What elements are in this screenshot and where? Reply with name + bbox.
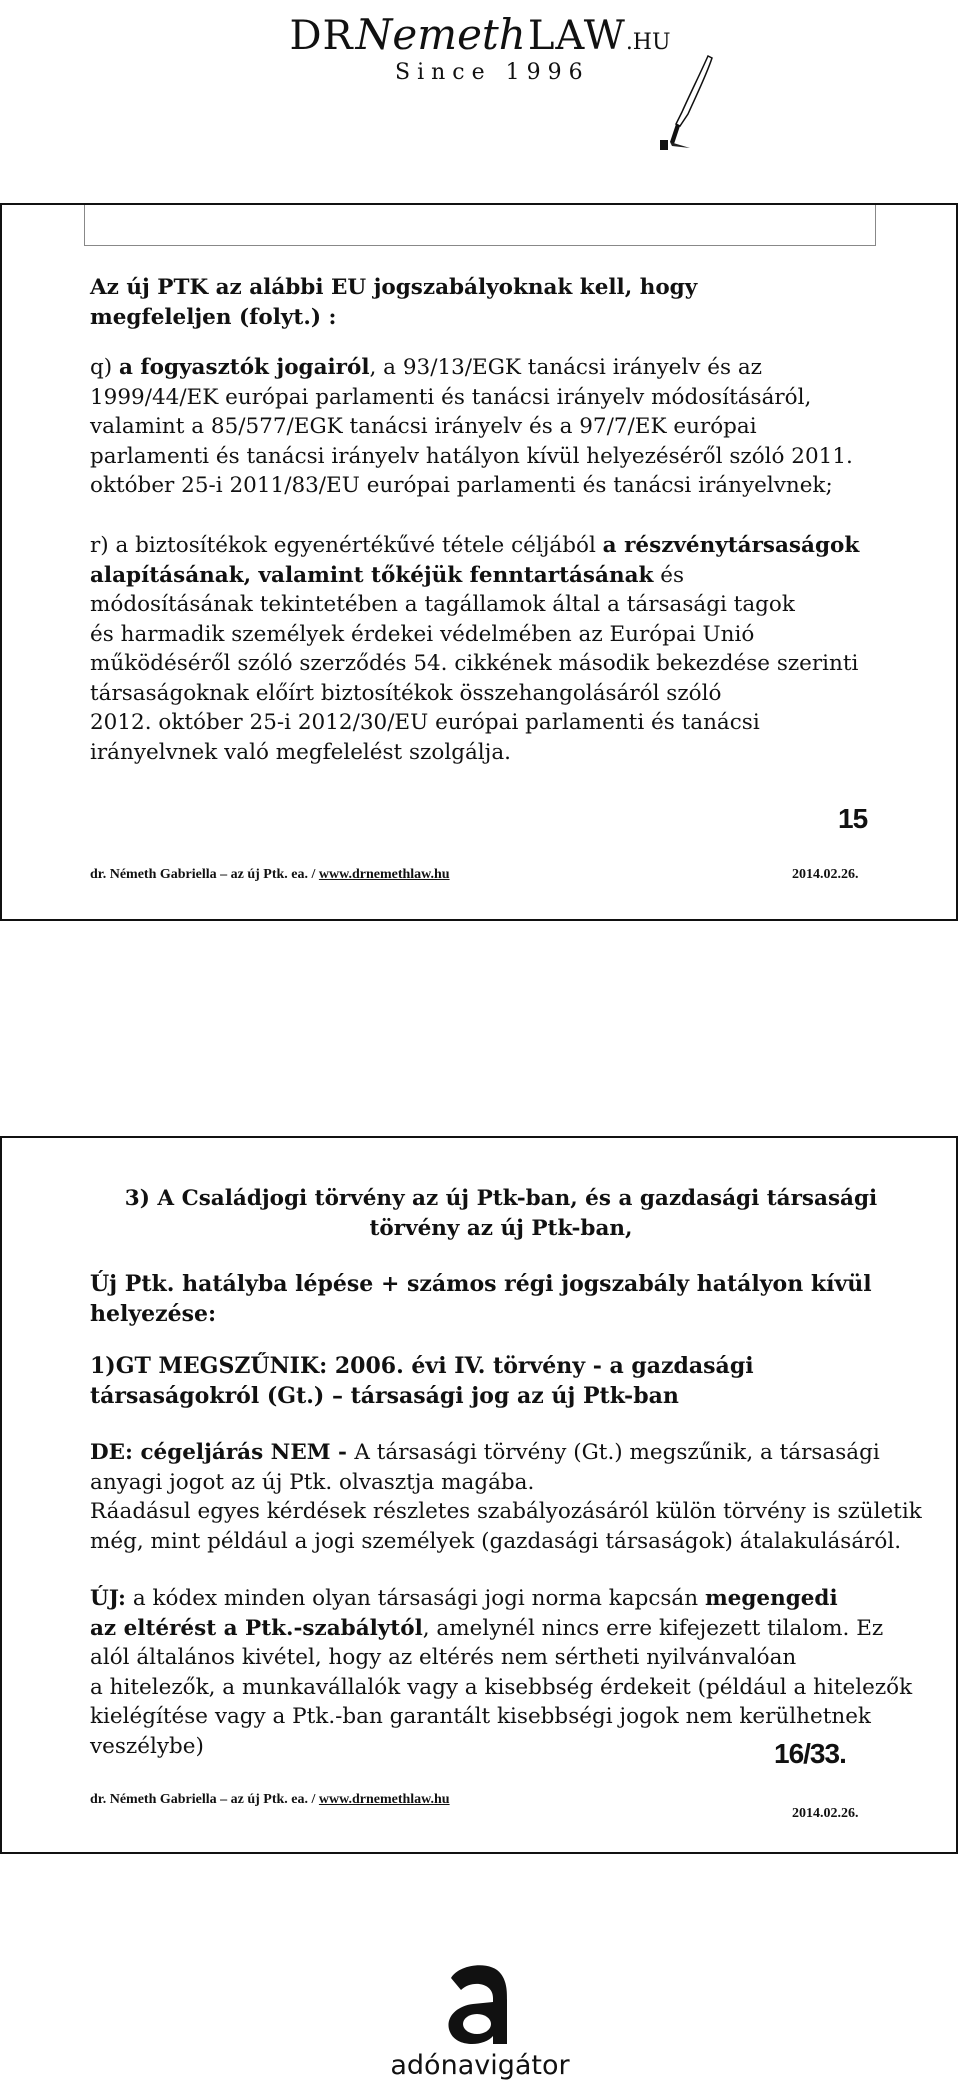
slide-footer xyxy=(90,1792,450,1808)
paragraph-line: Ráadásul egyes kérdések részletes szabályozásáról külön törvény is születik xyxy=(90,1499,922,1524)
paragraph-line: a hitelezők, a munkavállalók vagy a kisebbség érdekeit (például a hitelezők xyxy=(90,1674,913,1700)
brand-hu: .HU xyxy=(625,30,671,55)
text: és xyxy=(653,562,685,588)
fountain-pen-icon xyxy=(660,54,720,150)
title-line: törvény az új Ptk-ban, xyxy=(369,1215,633,1241)
paragraph-q xyxy=(90,353,853,501)
de-paragraph xyxy=(90,1438,922,1556)
drnemethlaw-logo xyxy=(0,0,960,150)
item-marker: q) xyxy=(90,355,119,380)
text: , amelynél nincs erre kifejezett tilalom. Ez xyxy=(422,1615,884,1641)
slide-title-bar xyxy=(84,205,876,246)
footer-author: dr. Németh Gabriella – az új Ptk. ea. / xyxy=(90,1792,319,1807)
bold-text: a részvénytársaságok xyxy=(602,533,860,558)
bold-text: alapításának, valamint tőkéjük fenntartásának xyxy=(90,562,654,588)
adonavigator-wordmark: adónavigátor xyxy=(390,2050,570,2081)
paragraph-line: veszélybe) xyxy=(90,1733,204,1759)
adonavigator-a-icon xyxy=(437,1960,523,2046)
footer-website-link[interactable]: www.drnemethlaw.hu xyxy=(318,867,450,882)
brand-wordmark xyxy=(0,10,960,59)
paragraph-line xyxy=(90,1584,912,1614)
paragraph-line: kielégítése vagy a Ptk.-ban garantált kisebbségi jogok nem kerülhetnek xyxy=(90,1704,871,1729)
adonavigator-logo xyxy=(0,1960,960,2084)
gt-section xyxy=(90,1352,754,1411)
paragraph-line xyxy=(90,353,853,383)
gt-line: társaságokról (Gt.) – társasági jog az új Ptk-ban xyxy=(90,1382,679,1409)
brand-tagline: Since 1996 xyxy=(395,60,590,85)
intro-text xyxy=(90,1270,872,1329)
title-line: 3) A Családjogi törvény az új Ptk-ban, és a gazdasági társasági xyxy=(124,1186,878,1211)
brand-nemeth: Nemeth xyxy=(355,10,526,59)
heading-line: Az új PTK az alábbi EU jogszabályoknak kell, hogy xyxy=(90,275,698,300)
paragraph-line: alól általános kivétel, hogy az eltérés nem sértheti nyilvánvalóan xyxy=(90,1645,797,1670)
slide-page-number: 15 xyxy=(838,803,868,834)
paragraph-line: módosításának tekintetében a tagállamok által a társasági tagok xyxy=(90,592,795,617)
paragraph-line: társaságoknak előírt biztosítékok összehangolásáról szóló xyxy=(90,680,722,706)
slide-footer xyxy=(90,867,450,883)
text: A társasági törvény (Gt.) megszűnik, a társasági xyxy=(354,1440,880,1465)
paragraph-r xyxy=(90,531,859,767)
paragraph-line: anyagi jogot az új Ptk. olvasztja magába. xyxy=(90,1469,535,1495)
text: , a 93/13/EGK tanácsi irányelv és az xyxy=(369,355,762,380)
paragraph-line: irányelvnek való megfelelést szolgálja. xyxy=(90,739,511,765)
bold-text: az eltérést a Ptk.-szabálytól xyxy=(90,1615,423,1641)
bold-text: megengedi xyxy=(704,1586,838,1611)
footer-website-link[interactable]: www.drnemethlaw.hu xyxy=(318,1792,450,1807)
paragraph-line: valamint a 85/577/EGK tanácsi irányelv és a 97/7/EK európai xyxy=(90,414,757,439)
bold-text: ÚJ: xyxy=(90,1586,126,1611)
intro-line: Új Ptk. hatályba lépése + számos régi jogszabály hatályon kívül xyxy=(90,1271,872,1297)
slide-heading xyxy=(90,273,697,332)
slide-16 xyxy=(0,1136,958,1854)
paragraph-line: működéséről szóló szerződés 54. cikkének második bekezdése szerinti xyxy=(90,651,859,676)
slide-15 xyxy=(0,203,958,921)
paragraph-line xyxy=(90,1614,912,1644)
paragraph-line: 1999/44/EK európai parlamenti és tanácsi irányelv módosításáról, xyxy=(90,384,812,410)
text: r) a biztosítékok egyenértékűvé tétele céljából xyxy=(90,533,603,558)
slide-page-number: 16/33. xyxy=(774,1738,846,1769)
paragraph-line: 2012. október 25-i 2012/30/EU európai parlamenti és tanácsi xyxy=(90,710,760,735)
footer-date: 2014.02.26. xyxy=(792,867,859,882)
paragraph-line: még, mint például a jogi személyek (gazdasági társaságok) átalakulásáról. xyxy=(90,1528,902,1554)
paragraph-line xyxy=(90,1438,922,1468)
paragraph-line: október 25-i 2011/83/EU európai parlamenti és tanácsi irányelvnek; xyxy=(90,473,833,498)
paragraph-line xyxy=(90,561,859,591)
footer-date: 2014.02.26. xyxy=(792,1806,859,1821)
paragraph-line: parlamenti és tanácsi irányelv hatályon kívül helyezéséről szóló 2011. xyxy=(90,443,853,469)
gt-line: 1)GT MEGSZŰNIK: 2006. évi IV. törvény - a gazdasági xyxy=(90,1353,754,1379)
bold-text: DE: cégeljárás NEM - xyxy=(90,1440,355,1465)
paragraph-line xyxy=(90,531,859,561)
paragraph-line: és harmadik személyek érdekei védelmében az Európai Unió xyxy=(90,621,755,647)
brand-dr: DR xyxy=(289,13,354,59)
footer-author: dr. Németh Gabriella – az új Ptk. ea. / xyxy=(90,867,319,882)
intro-line: helyezése: xyxy=(90,1300,217,1327)
uj-paragraph xyxy=(90,1584,912,1761)
slide-title xyxy=(2,1184,960,1243)
bold-text: a fogyasztók jogairól xyxy=(119,355,370,380)
brand-law: LAW xyxy=(527,13,626,59)
heading-line: megfeleljen (folyt.) : xyxy=(90,304,337,330)
text: a kódex minden olyan társasági jogi norma kapcsán xyxy=(126,1586,705,1611)
